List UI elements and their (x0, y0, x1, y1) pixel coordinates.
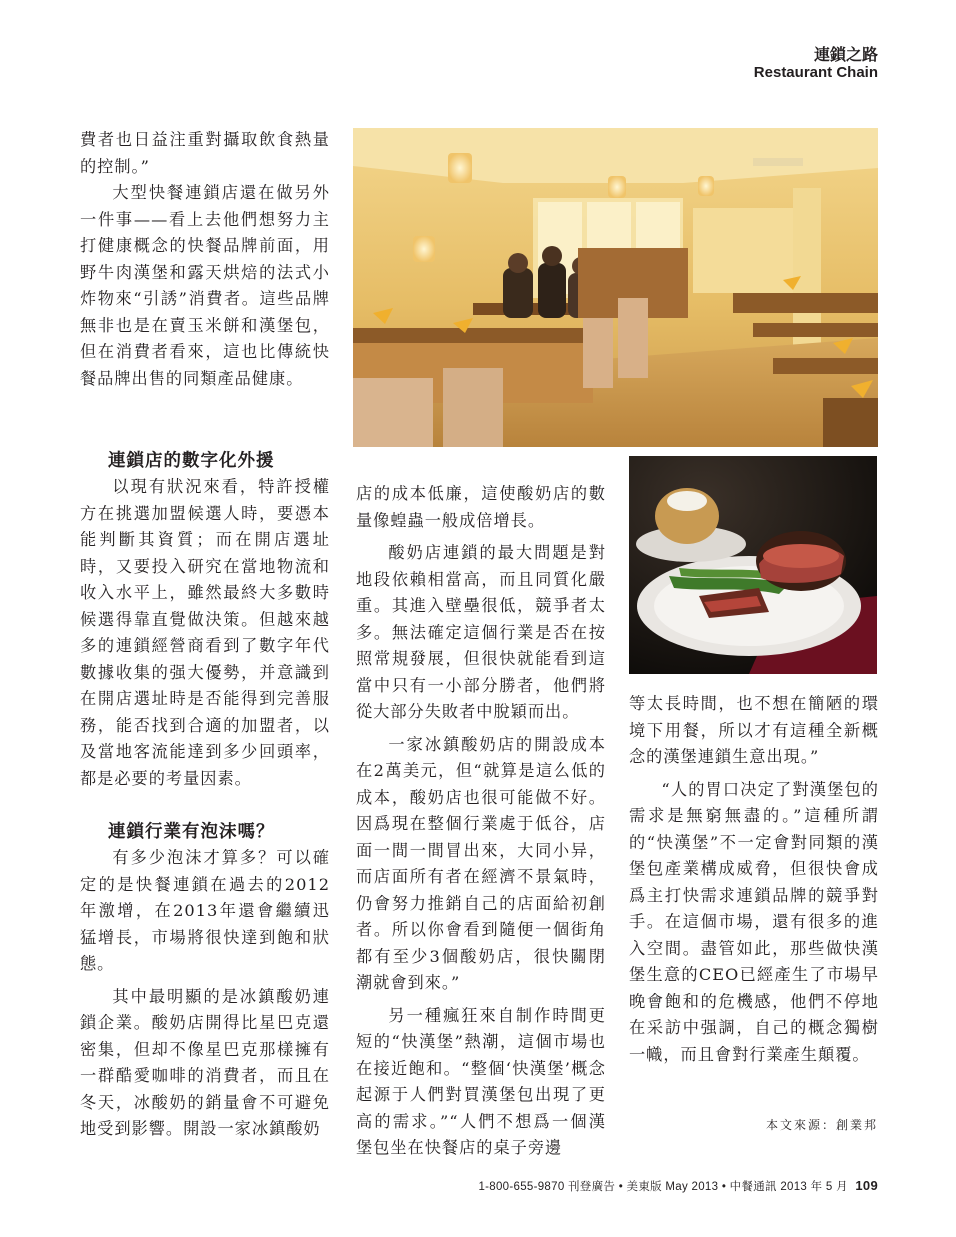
paragraph: 費者也日益注重對攝取飲食熱量的控制。” (80, 130, 330, 176)
paragraph: 酸奶店連鎖的最大問題是對地段依賴相當高，而且同質化嚴重。其進入壁壘很低，競爭者太多。無法確定這個行業是否在按照常規發展，但很快就能看到這當中只有一小部分勝者，他們將從大部分失敗者中脫穎而出。 (356, 543, 606, 721)
section-heading: 連鎖行業有泡沫嗎？ (108, 822, 275, 842)
footer-text: 1-800-655-9870 刊登廣告 • 美東版 May 2013 • 中餐通訊 2013 年 5 月 (478, 1181, 848, 1193)
restaurant-interior-photo (353, 128, 878, 447)
paragraph: 以現有狀況來看，特許授權方在挑選加盟候選人時，要憑本能判斷其資質；而在開店選址時，又要投入研究在當地物流和收入水平上，雖然最終大多數時候選得靠直覺做決策。但越來越多的連鎖經營商看到了數字年代數據收集的强大優勢，并意識到在開店選址時是否能得到完善服務，能否找到合適的加盟者，以及當地客流能達到多少回頭率，都是必要的考量因素。 (80, 477, 330, 788)
section-bubble (80, 819, 330, 1143)
steak-dish-photo (629, 456, 877, 674)
section-header (754, 46, 878, 82)
column-1-intro (80, 127, 330, 392)
page-number: 109 (855, 1178, 878, 1193)
paragraph: 另一種瘋狂來自制作時間更短的“快漢堡”熱潮，這個市場也在接近飽和。“整個‘快漢堡’概念起源于人們對買漢堡包出現了更高的需求。”“人們不想爲一個漢堡包坐在快餐店的桌子旁邊 (356, 1005, 606, 1157)
section-digital (80, 448, 330, 792)
column-2 (356, 481, 606, 1162)
paragraph: 一家冰鎮酸奶店的開設成本在2萬美元，但“就算是這么低的成本，酸奶店也很可能做不好。因爲現在整個行業處于低谷，店面一間一間冒出來，大同小异，而店面所有者在經濟不景氣時，仍會努力推銷自己的店面給初創者。所以你會看到隨便一個街角都有至少3個酸奶店，很快關閉潮就會到來。” (356, 734, 606, 992)
section-title-en: Restaurant Chain (753, 64, 878, 82)
paragraph: 其中最明顯的是冰鎮酸奶連鎖企業。酸奶店開得比星巴克還密集，但却不像星巴克那樣擁有一群酷愛咖啡的消費者，而且在冬天，冰酸奶的銷量會不可避免地受到影響。開設一家冰鎮酸奶 (80, 986, 330, 1138)
paragraph: 有多少泡沫才算多？可以確定的是快餐連鎖在過去的2012年激增，在2013年還會繼續迅猛增長，市場將很快達到飽和狀態。 (80, 848, 330, 973)
column-3 (629, 691, 879, 1068)
paragraph: 大型快餐連鎖店還在做另外一件事——看上去他們想努力主打健康概念的快餐品牌前面，用野牛肉漢堡和露天烘焙的法式小炸物來“引誘”消費者。這些品牌無非也是在賣玉米餅和漢堡包，但在消費者看來，這也比傳統快餐品牌出售的同類產品健康。 (80, 183, 330, 388)
source-credit: 本文來源：創業邦 (765, 1118, 878, 1132)
paragraph: “人的胃口决定了對漢堡包的需求是無窮無盡的。”這種所謂的“快漢堡”不一定會對同類的漢堡包產業構成威脅，但很快會成爲主打快需求連鎖品牌的競爭對手。在這個市場，還有很多的進入空間。盡管如此，那些做快漢堡生意的CEO已經產生了市場早晚會飽和的危機感，他們不停地在采訪中强調，自己的概念獨樹一幟，而且會對行業產生顛覆。 (629, 779, 879, 1064)
restaurant-interior-illustration (353, 128, 878, 447)
steak-dish-illustration (629, 456, 877, 674)
section-heading: 連鎖店的數字化外援 (108, 451, 275, 471)
section-title-zh: 連鎖之路 (813, 45, 878, 64)
page-footer (478, 1178, 878, 1194)
paragraph: 店的成本低廉，這使酸奶店的數量像蝗蟲一般成倍增長。 (356, 484, 606, 530)
paragraph: 等太長時間，也不想在簡陋的環境下用餐，所以才有這種全新概念的漢堡連鎖生意出現。” (629, 694, 879, 766)
